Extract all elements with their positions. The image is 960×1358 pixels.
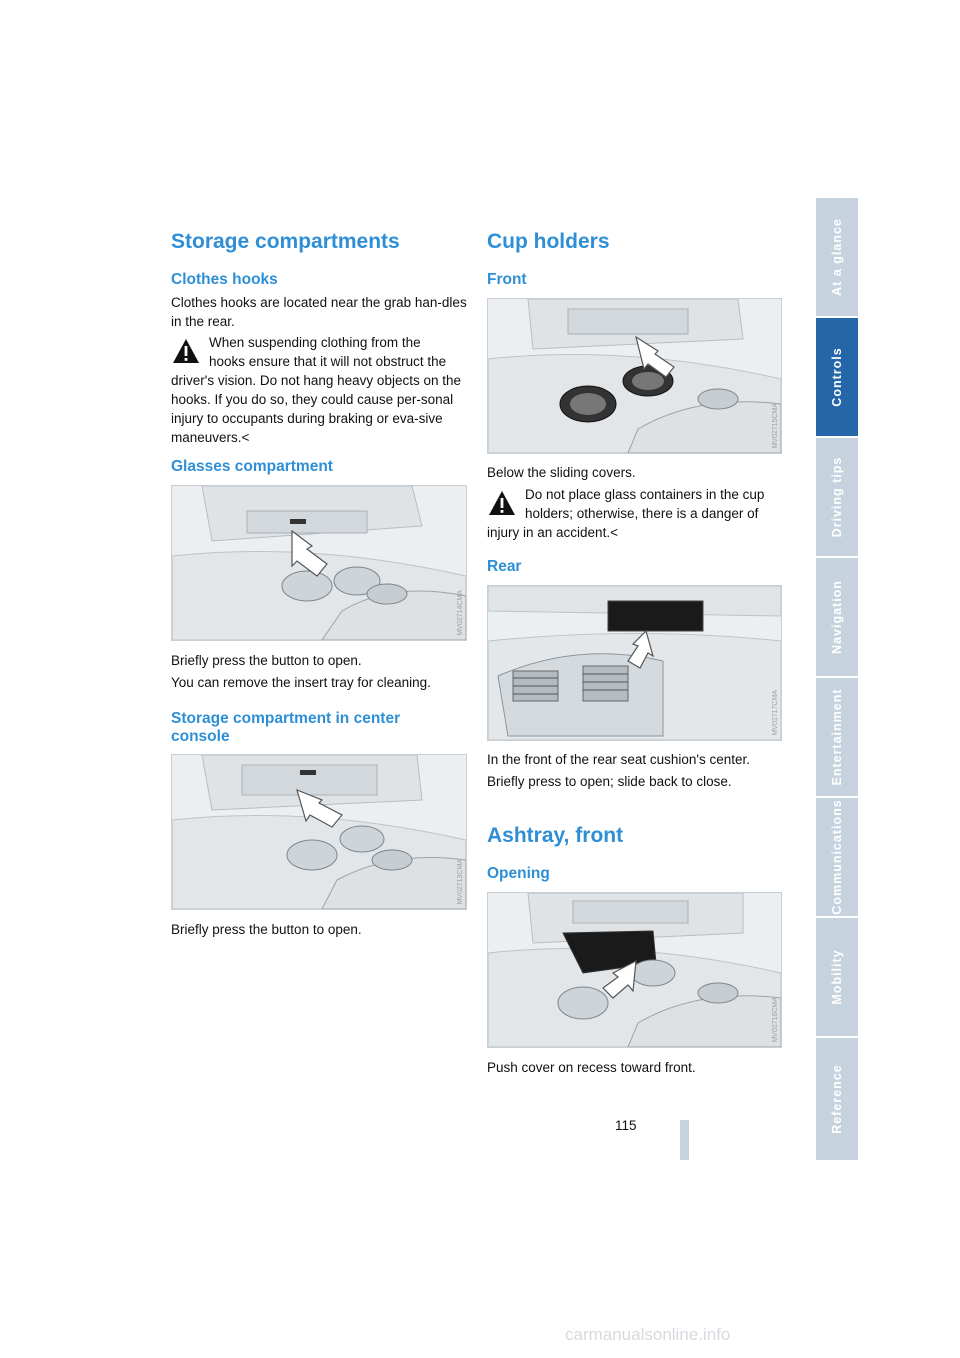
tab-driving-tips[interactable] [816, 438, 858, 556]
warning-clothes-hooks [171, 333, 467, 447]
heading-rear: Rear [487, 558, 522, 575]
tab-label: At a glance [830, 218, 844, 296]
heading-clothes-hooks: Clothes hooks [171, 271, 278, 288]
page-number: 115 [615, 1118, 637, 1133]
heading-center-console: Storage compartment in center console [171, 710, 401, 745]
figure-code: MV02716CMA [772, 997, 779, 1043]
figure-cup-holders-front [487, 298, 782, 454]
warning-icon [488, 490, 516, 516]
tab-label: Navigation [830, 580, 844, 654]
end-mark: < [610, 525, 618, 540]
figure-code: MV02713CMA [457, 859, 464, 905]
figure-center-console [171, 754, 467, 910]
heading-opening: Opening [487, 865, 550, 882]
front-text: Below the sliding covers. [487, 465, 636, 480]
tab-communications[interactable] [816, 798, 858, 916]
tab-label: Communications [830, 799, 844, 915]
warning-cup-holders [487, 485, 783, 542]
tab-reference[interactable] [816, 1038, 858, 1160]
warning-rest: driver's vision. Do not hang heavy objects on the hooks. If you do so, they could cause per-sonal injury to occupants during braking or eva-sive maneuvers. [171, 373, 461, 445]
figure-code: MV02717CMA [772, 690, 779, 736]
tab-label: Driving tips [830, 456, 844, 538]
warning-line2: hooks ensure that it will not obstruct the [209, 354, 447, 369]
glasses-text-1: Briefly press the button to open. [171, 653, 362, 668]
warning-icon [172, 338, 200, 364]
tab-label: Entertainment [830, 688, 844, 786]
figure-ashtray-opening [487, 892, 782, 1048]
clothes-hooks-text: Clothes hooks are located near the grab han-dles in the rear. [171, 295, 467, 329]
tab-entertainment[interactable] [816, 678, 858, 796]
rear-text-1: In the front of the rear seat cushion's center. [487, 752, 750, 767]
tab-at-a-glance[interactable] [816, 198, 858, 316]
tab-mobility[interactable] [816, 918, 858, 1036]
page-marker-bar [680, 1120, 689, 1160]
chapter-tabs [816, 198, 858, 1160]
end-mark: < [241, 430, 250, 445]
tab-navigation[interactable] [816, 558, 858, 676]
center-console-text: Briefly press the button to open. [171, 922, 362, 937]
footer-watermark: carmanualsonline.info [565, 1325, 731, 1344]
section-title-cup-holders: Cup holders [487, 230, 610, 253]
tab-controls[interactable] [816, 318, 858, 436]
rear-text-2: Briefly press to open; slide back to close. [487, 774, 732, 789]
figure-code: MV02714CMA [457, 590, 464, 636]
section-title-storage: Storage compartments [171, 230, 400, 253]
opening-text: Push cover on recess toward front. [487, 1060, 696, 1075]
heading-glasses: Glasses compartment [171, 458, 333, 475]
figure-glasses-compartment [171, 485, 467, 641]
figure-code: MV02715CMA [772, 403, 779, 449]
section-title-ashtray: Ashtray, front [487, 824, 624, 847]
figure-cup-holders-rear [487, 585, 782, 741]
heading-front: Front [487, 271, 527, 288]
tab-label: Reference [830, 1064, 844, 1134]
warning-rest: injury in an accident. [487, 525, 611, 540]
tab-label: Mobility [830, 949, 844, 1005]
glasses-text-2: You can remove the insert tray for cleaning. [171, 675, 431, 690]
warning-line1: When suspending clothing from the [209, 335, 421, 350]
warning-line1: Do not place glass containers in the cup [525, 487, 765, 502]
warning-line2: holders; otherwise, there is a danger of [525, 506, 759, 521]
tab-label: Controls [830, 347, 844, 407]
